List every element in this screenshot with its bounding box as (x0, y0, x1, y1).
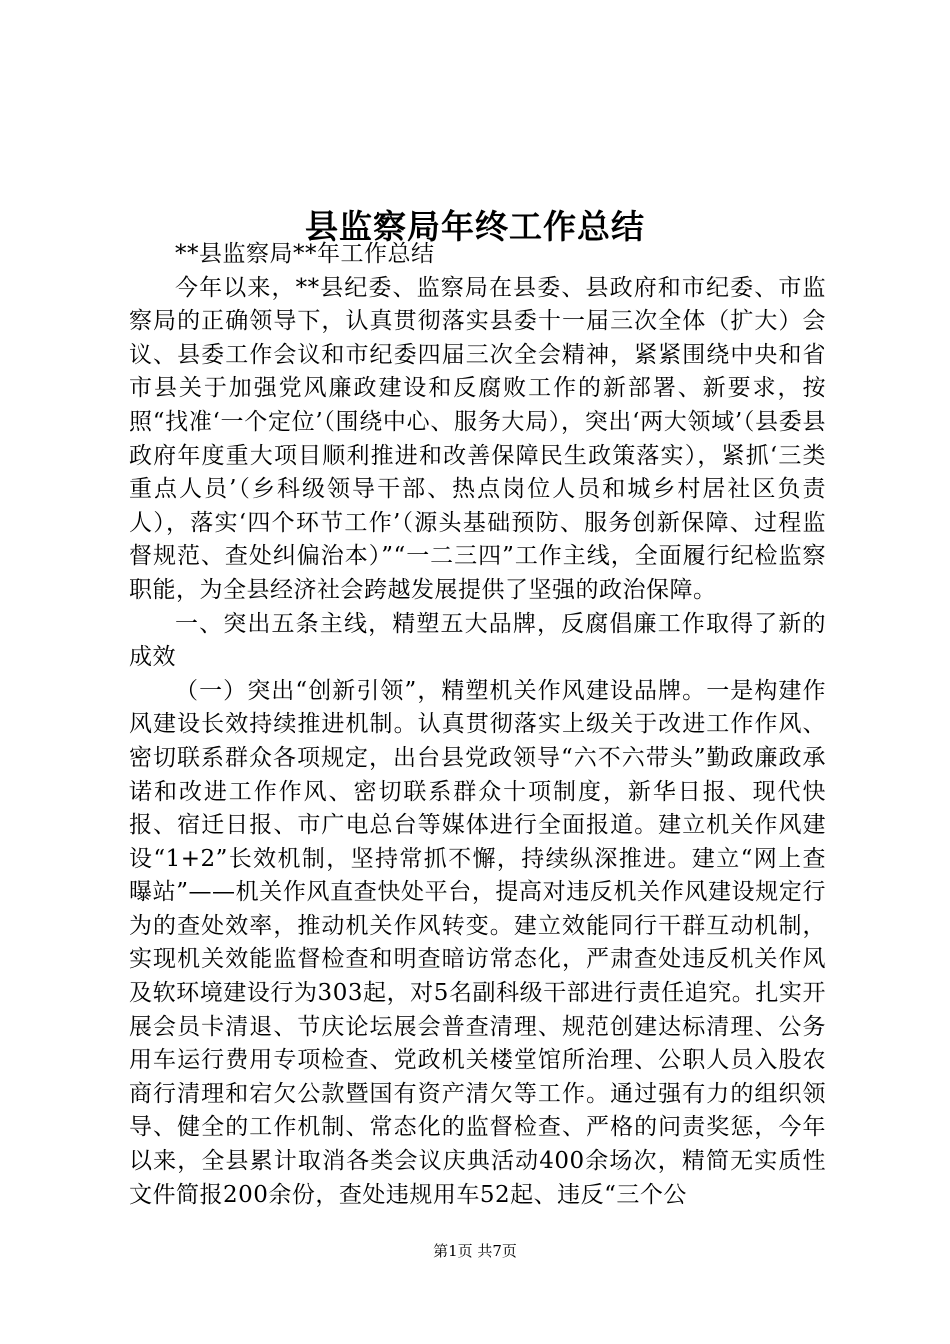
document-body (129, 238, 826, 1212)
page-number-footer: 第1页 共7页 (433, 1242, 517, 1260)
subsection-paragraph: （一）突出“创新引领”，精塑机关作风建设品牌。一是构建作风建设长效持续推进机制。认真贯彻落实上级关于改进工作作风、密切联系群众各项规定，出台县党政领导“六不六带头”勤政廉政承诺和改进工作作风、密切联系群众十项制度，新华日报、现代快报、宿迁日报、市广电总台等媒体进行全面报道。建立机关作风建设“1+2”长效机制，坚持常抓不懈，持续纵深推进。建立“网上查曝站”——机关作风直查快处平台，提高对违反机关作风建设规定行为的查处效率，推动机关作风转变。建立效能同行干群互动机制，实现机关效能监督检查和明查暗访常态化，严肃查处违反机关作风及软环境建设行为303起，对5名副科级干部进行责任追究。扎实开展会员卡清退、节庆论坛展会普查清理、规范创建达标清理、公务用车运行费用专项检查、党政机关楼堂馆所治理、公职人员入股农商行清理和宕欠公款暨国有资产清欠等工作。通过强有力的组织领导、健全的工作机制、常态化的监督检查、严格的问责奖惩，今年以来，全县累计取消各类会议庆典活动400余场次，精简无实质性文件简报200余份，查处违规用车52起、违反“三个公 (129, 677, 826, 1208)
subtitle-line: **县监察局**年工作总结 (175, 241, 435, 267)
document-title: 县监察局年终工作总结 (305, 207, 645, 247)
section-heading: 一、突出五条主线，精塑五大品牌，反腐倡廉工作取得了新的成效 (129, 610, 826, 671)
intro-paragraph: 今年以来，**县纪委、监察局在县委、县政府和市纪委、市监察局的正确领导下，认真贯彻落实县委十一届三次全体（扩大）会议、县委工作会议和市纪委四届三次全会精神，紧紧围绕中央和省市县关于加强党风廉政建设和反腐败工作的新部署、新要求，按照“找准‘一个定位’（围绕中心、服务大局），突出‘两大领域’（县委县政府年度重大项目顺利推进和改善保障民生政策落实），紧抓‘三类重点人员’（乡科级领导干部、热点岗位人员和城乡村居社区负责人），落实‘四个环节工作’（源头基础预防、服务创新保障、过程监督规范、查处纠偏治本）”“一二三四”工作主线，全面履行纪检监察职能，为全县经济社会跨越发展提供了坚强的政治保障。 (129, 274, 826, 603)
